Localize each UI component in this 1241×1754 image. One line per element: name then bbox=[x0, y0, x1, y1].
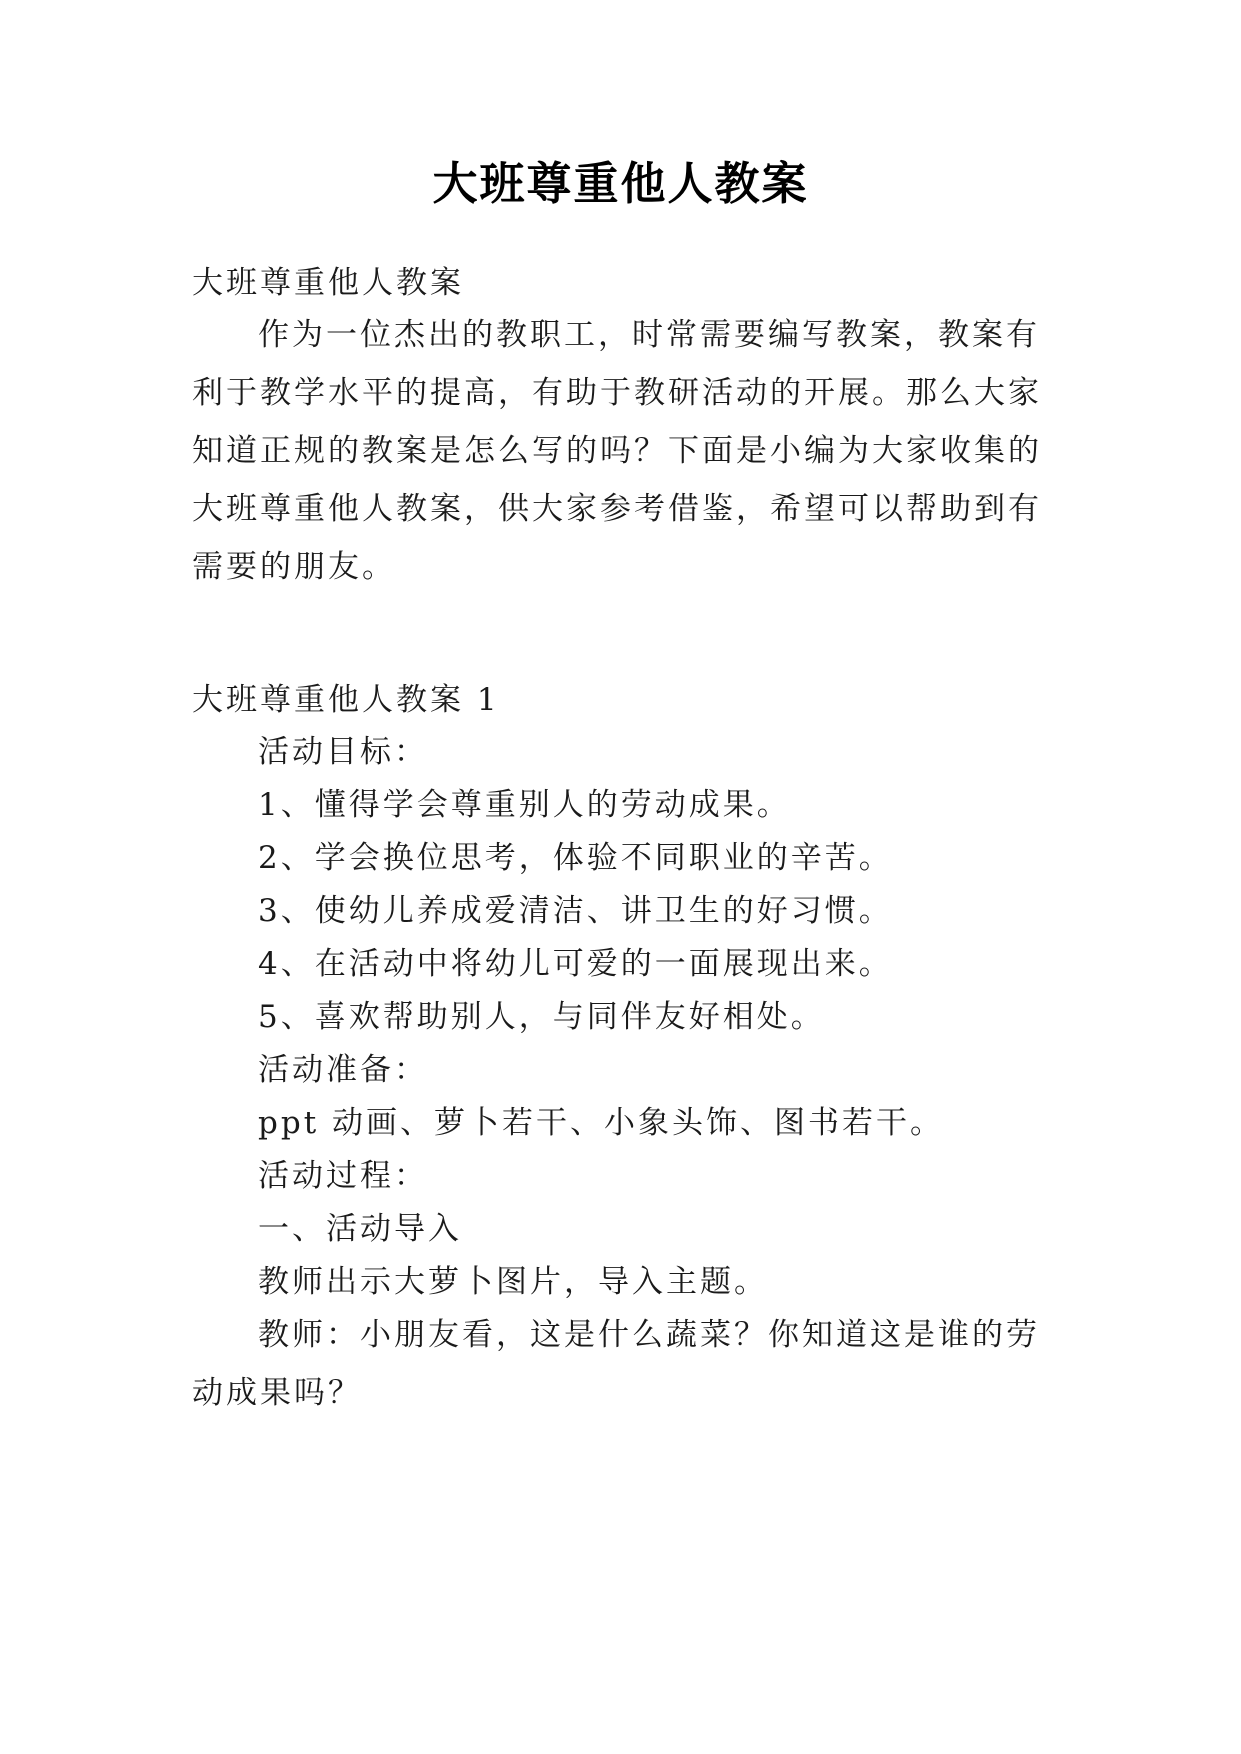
document-title: 大班尊重他人教案 bbox=[432, 157, 809, 210]
intro-heading: 大班尊重他人教案 bbox=[192, 265, 464, 301]
intro-paragraph: 作为一位杰出的教职工，时常需要编写教案，教案有利于教学水平的提高，有助于教研活动的开展。那么大家知道正规的教案是怎么写的吗？下面是小编为大家收集的大班尊重他人教案，供大家参考借鉴，希望可以帮助到有需要的朋友。 bbox=[192, 317, 1042, 585]
goal-item: 5、喜欢帮助别人，与同伴友好相处。 bbox=[258, 999, 825, 1035]
goal-item: 1、懂得学会尊重别人的劳动成果。 bbox=[258, 787, 791, 823]
step-text: 教师出示大萝卜图片，导入主题。 bbox=[258, 1264, 768, 1300]
process-label: 活动过程： bbox=[258, 1158, 428, 1194]
section-heading: 大班尊重他人教案 1 bbox=[192, 682, 500, 718]
goal-item: 3、使幼儿养成爱清洁、讲卫生的好习惯。 bbox=[258, 893, 893, 929]
goal-item: 2、学会换位思考，体验不同职业的辛苦。 bbox=[258, 840, 893, 876]
goals-label: 活动目标： bbox=[258, 734, 428, 770]
goal-item: 4、在活动中将幼儿可爱的一面展现出来。 bbox=[258, 946, 893, 982]
step-dialogue: 教师：小朋友看，这是什么蔬菜？你知道这是谁的劳动成果吗？ bbox=[192, 1317, 1040, 1411]
step-heading: 一、活动导入 bbox=[258, 1211, 462, 1247]
prep-label: 活动准备： bbox=[258, 1052, 428, 1088]
prep-text: ppt 动画、萝卜若干、小象头饰、图书若干。 bbox=[258, 1105, 944, 1141]
